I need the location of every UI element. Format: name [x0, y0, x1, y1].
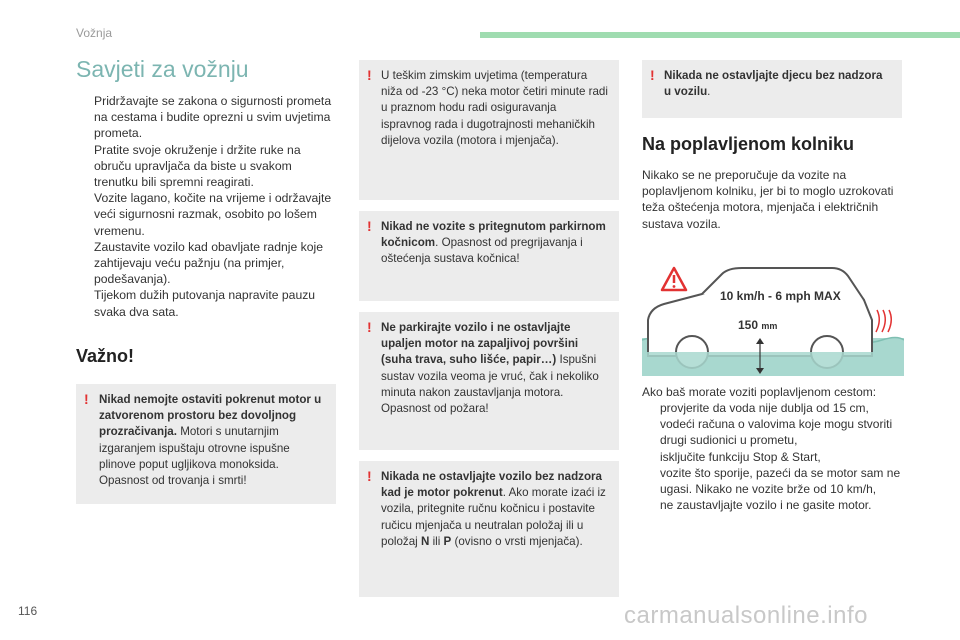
important-heading: Važno! — [76, 346, 135, 366]
flooded-road-condition: Ako baš morate voziti poplavljenom cestom: — [642, 385, 877, 399]
list-item: vozite što sporije, pazeći da se motor sam ne ugasi. Nikako ne vozite brže od 10 km/h, — [660, 465, 901, 497]
warning-icon: ! — [650, 67, 655, 83]
flooded-road-heading: Na poplavljenom kolniku — [642, 134, 855, 154]
section-label: Vožnja — [76, 26, 113, 40]
list-item: Zaustavite vozilo kad obavljate radnje koje zahtijevaju veću pažnju (na primjer, podešavanja). — [94, 239, 323, 287]
list-item: Pridržavajte se zakona o sigurnosti prometa na cestama i budite oprezni u svim uvjetima prometa. — [94, 94, 332, 141]
list-item: ne zaustavljajte vozilo i ne gasite motor. — [660, 498, 872, 513]
watermark: carmanualsonline.info — [624, 602, 868, 629]
page-title: Savjeti za vožnju — [76, 56, 249, 82]
list-item: Pratite svoje okruženje i držite ruke na obruču upravljača da biste u svakom trenutku bili spremni reagirati. — [94, 142, 301, 190]
warning-icon: ! — [367, 319, 372, 335]
warning-box-flammable: ! Ne parkirajte vozilo i ne ostavljajte upaljen motor na zapaljivoj površini (suha trava, suho lišće, papir…) Ispušni sustav vozila veoma je vruć, čak i nekoliko minuta nakon zaustavljanja motora. Opasnost od požara! — [359, 312, 619, 450]
list-item: provjerite da voda nije dublja od 15 cm, vodeći računa o valovima koje mogu stvoriti drugi sudionici u prometu, — [660, 401, 893, 448]
warning-box-children: ! Nikada ne ostavljajte djecu bez nadzora u vozilu. — [642, 60, 902, 118]
warning-box-engine-closed-space: ! Nikad nemojte ostaviti pokrenut motor u zatvorenom prostoru bez dovoljnog prozračivanja. Motori s unutarnjim izgaranjem ispuštaju otrovne ispušne plinove poput ugljikova monoksida. Opasnost od trovanja i smrti! — [76, 384, 336, 504]
page-number: 116 — [18, 604, 38, 618]
motion-line-icon — [882, 310, 885, 332]
warning-box-unattended: ! Nikada ne ostavljajte vozilo bez nadzora kad je motor pokrenut. Ako morate izaći iz vozila, pritegnite ručnu kočnicu i postavite ručicu mjenjača u neutralan položaj ili u položaj N ili P (ovisno o vrsti mjenjača). — [359, 461, 619, 597]
warning-triangle-dot — [673, 285, 676, 288]
warning-icon: ! — [367, 67, 372, 83]
driving-tips-list — [76, 93, 338, 320]
flooded-road-intro: Nikako se ne preporučuje da vozite na poplavljenom kolniku, jer bi to moglo uzrokovati teža oštećenja motora, mjenjača i električnih sustava vozila. — [642, 168, 894, 231]
list-item: isključite funkciju Stop & Start, — [660, 449, 821, 464]
flooded-road-illustration — [642, 260, 904, 376]
warning-icon: ! — [84, 391, 89, 407]
warning-box-handbrake: ! Nikad ne vozite s pritegnutom parkirnom kočnicom. Opasnost od pregrijavanja i oštećenja sustava kočnica! — [359, 211, 619, 301]
flooded-road-list — [642, 400, 904, 513]
list-item: Vozite lagano, kočite na vrijeme i održavajte veći sigurnosni razmak, osobito po lošem vremenu. — [94, 191, 332, 238]
warning-icon: ! — [367, 218, 372, 234]
motion-line-icon — [876, 310, 879, 332]
motion-line-icon — [888, 310, 891, 332]
section-color-bar — [480, 32, 960, 38]
list-item: Tijekom dužih putovanja napravite pauzu svaka dva sata. — [94, 288, 316, 319]
speed-limit-label: 10 km/h - 6 mph MAX — [720, 289, 841, 303]
depth-label: 150 mm — [738, 318, 778, 332]
water-overlay — [642, 352, 904, 376]
warning-box-winter: ! U teškim zimskim uvjetima (temperatura niža od -23 °C) neka motor četiri minute radi u praznom hodu radi osiguravanja ispravnog rada i dugotrajnosti mehaničkih dijelova vozila (motora i mjenjača). — [359, 60, 619, 200]
warning-icon: ! — [367, 468, 372, 484]
